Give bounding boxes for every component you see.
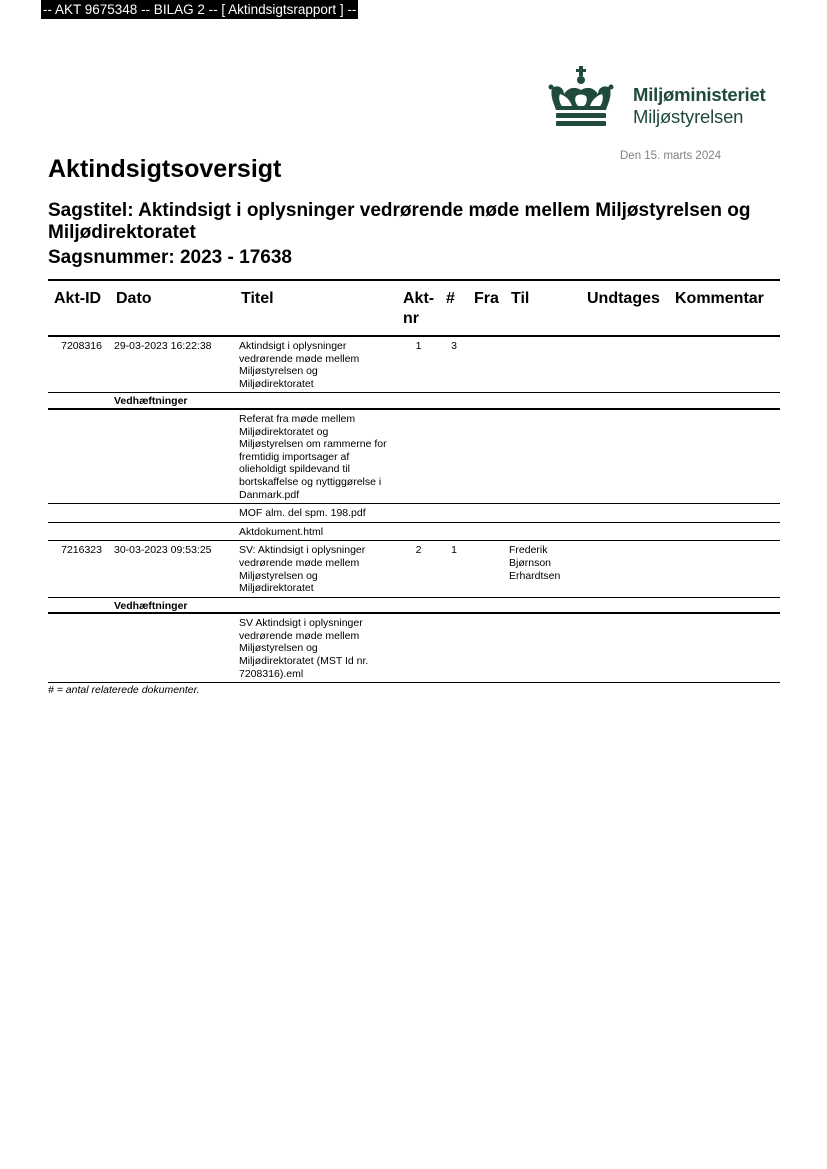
col-header-til: Til [505, 280, 581, 336]
logo-ministry-name: Miljøministeriet [633, 84, 766, 105]
table-row [48, 541, 780, 597]
col-header-akt-id: Akt-ID [48, 280, 110, 336]
attachment-row [48, 409, 780, 504]
ministry-logo [548, 66, 788, 130]
attachment-name: Aktdokument.html [235, 522, 397, 541]
cell-til [505, 336, 581, 393]
table-header-row [48, 280, 780, 336]
table-row [48, 336, 780, 393]
cell-fra [468, 336, 505, 393]
cell-kommentar [669, 336, 780, 393]
col-header-titel: Titel [235, 280, 397, 336]
cell-dato: 30-03-2023 09:53:25 [110, 541, 235, 597]
attachment-row [48, 522, 780, 541]
page-title: Aktindsigtsoversigt [48, 155, 282, 183]
attachment-row [48, 504, 780, 523]
attachment-name: MOF alm. del spm. 198.pdf [235, 504, 397, 523]
attachments-header-row [48, 597, 780, 613]
attachment-name: SV Aktindsigt i oplysninger vedrørende møde mellem Miljøstyrelsen og Miljødirektoratet (MST Id nr. 7208316).eml [235, 613, 397, 682]
attachment-name: Referat fra møde mellem Miljødirektoratet og Miljøstyrelsen om rammerne for fremtidig importsager af olieholdigt spildevand til bortskaffelse og nyttiggørelse i Danmark.pdf [235, 409, 397, 504]
access-table-container [48, 279, 780, 683]
cell-akt-id: 7208316 [48, 336, 110, 393]
cell-undtages [581, 541, 669, 597]
cell-undtages [581, 336, 669, 393]
cell-titel: Aktindsigt i oplysninger vedrørende møde mellem Miljøstyrelsen og Miljødirektoratet [235, 336, 397, 393]
cell-titel: SV: Aktindsigt i oplysninger vedrørende møde mellem Miljøstyrelsen og Miljødirektoratet [235, 541, 397, 597]
cell-akt-id: 7216323 [48, 541, 110, 597]
cell-count: 3 [440, 336, 468, 393]
attachments-label: Vedhæftninger [110, 393, 235, 409]
cell-kommentar [669, 541, 780, 597]
cell-akt-nr: 2 [397, 541, 440, 597]
col-header-count: # [440, 280, 468, 336]
footnote: # = antal relaterede dokumenter. [48, 684, 200, 696]
col-header-undtages: Undtages [581, 280, 669, 336]
cell-count: 1 [440, 541, 468, 597]
document-date: Den 15. marts 2024 [620, 150, 722, 162]
crown-icon [548, 66, 614, 128]
access-table [48, 279, 780, 683]
cell-til: Frederik Bjørnson Erhardtsen [505, 541, 581, 597]
cell-dato: 29-03-2023 16:22:38 [110, 336, 235, 393]
header-banner: -- AKT 9675348 -- BILAG 2 -- [ Aktindsigtsrapport ] -- [43, 2, 357, 17]
attachments-label: Vedhæftninger [110, 597, 235, 613]
cell-akt-nr: 1 [397, 336, 440, 393]
col-header-dato: Dato [110, 280, 235, 336]
logo-agency-name: Miljøstyrelsen [633, 106, 744, 127]
col-header-kommentar: Kommentar [669, 280, 780, 336]
case-title: Sagstitel: Aktindsigt i oplysninger vedrørende møde mellem Miljøstyrelsen og Miljødirektoratet [48, 200, 751, 243]
col-header-fra: Fra [468, 280, 505, 336]
attachments-header-row [48, 393, 780, 409]
case-number: Sagsnummer: 2023 - 17638 [48, 247, 292, 268]
cell-fra [468, 541, 505, 597]
col-header-akt-nr: Akt-nr [397, 280, 440, 336]
attachment-row [48, 613, 780, 682]
